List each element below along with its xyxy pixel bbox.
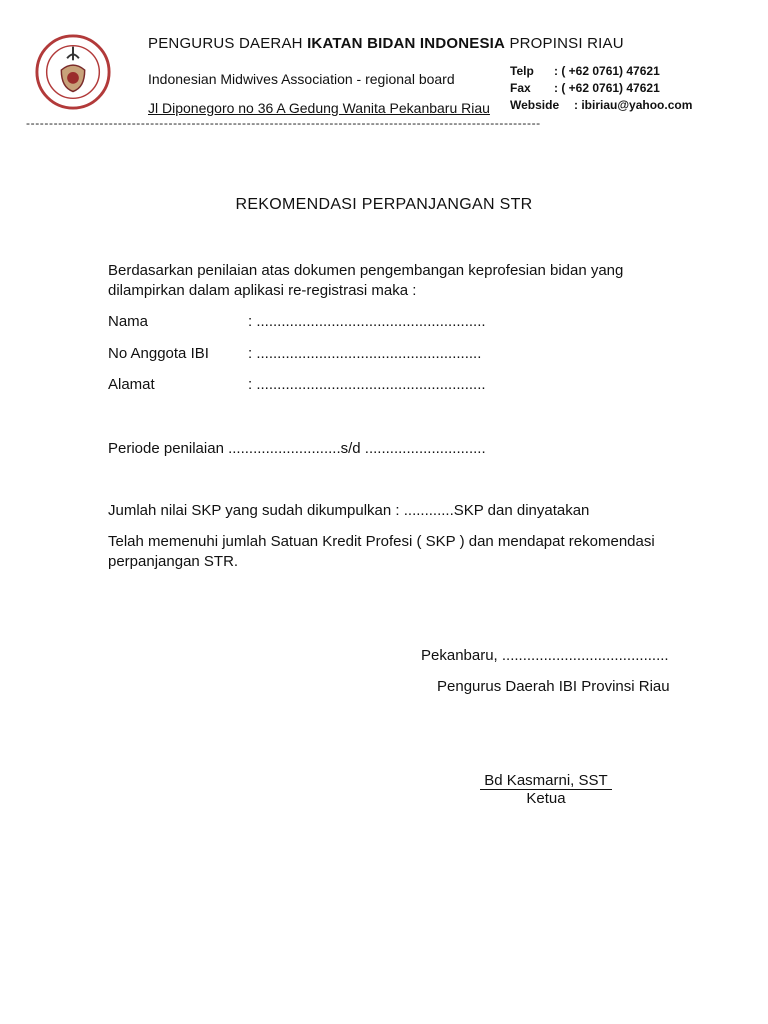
telah-paragraph: Telah memenuhi jumlah Satuan Kredit Profesi ( SKP ) dan mendapat rekomendasi perpanjangan STR. [108, 533, 655, 570]
contact-website: Webside : ibiriau@yahoo.com [510, 98, 693, 112]
field-alamat: Alamat : ....................................................... [108, 376, 486, 393]
header-subtitle: Indonesian Midwives Association - regional board [148, 71, 455, 87]
field-nama: Nama : ....................................................... [108, 313, 486, 330]
contact-fax: Fax : ( +62 0761) 47621 [510, 81, 660, 95]
document-title: REKOMENDASI PERPANJANGAN STR [235, 196, 533, 213]
intro-paragraph: Berdasarkan penilaian atas dokumen pengembangan keprofesian bidan yang dilampirkan dalam aplikasi re-registrasi maka : [108, 262, 624, 299]
header-separator: ---------------------------------------------------------------------------------------------------------------- [26, 116, 541, 130]
periode-line: Periode penilaian ...........................s/d ............................. [108, 440, 486, 457]
jumlah-line: Jumlah nilai SKP yang sudah dikumpulkan : ............SKP dan dinyatakan [108, 502, 590, 519]
field-no-anggota: No Anggota IBI : ...................................................... [108, 345, 482, 362]
organization-name: Pengurus Daerah IBI Provinsi Riau [437, 678, 670, 695]
contact-telp: Telp : ( +62 0761) 47621 [510, 64, 660, 78]
header-title: PENGURUS DAERAH IKATAN BIDAN INDONESIA PROPINSI RIAU [148, 35, 624, 52]
signature-block [480, 772, 612, 807]
place-date: Pekanbaru, ........................................ [421, 647, 669, 664]
header-address: Jl Diponegoro no 36 A Gedung Wanita Pekanbaru Riau [148, 100, 490, 116]
ibi-logo [34, 33, 112, 111]
signer-role: Ketua [526, 790, 566, 807]
signer-name: Bd Kasmarni, SST [480, 772, 612, 790]
